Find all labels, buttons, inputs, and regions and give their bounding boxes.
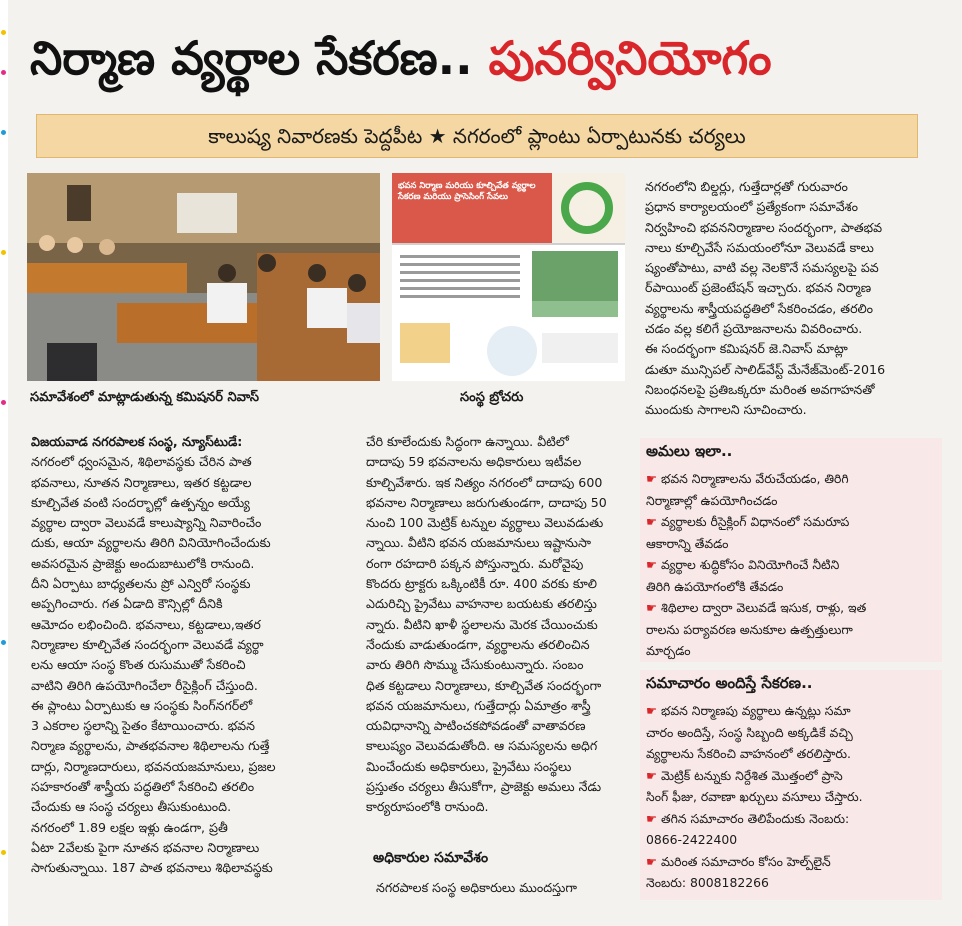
meeting-photo — [27, 173, 380, 381]
article-column-1 — [31, 432, 341, 879]
implementation-list — [646, 468, 938, 662]
article-line: లను ఆయా సంస్థ కొంత రుసుముతో సేకరించి — [31, 657, 246, 673]
article-line: రంగా రహదారి పక్కన పోస్తున్నారు. మరోవైపు — [366, 555, 584, 571]
info-collection-box-title: సమాచారం అందిస్తే సేకరణ.. — [646, 674, 813, 692]
article-line: కాలుష్యం వెలువడుతోంది. ఆ సమస్యలను అధిగ — [366, 738, 598, 754]
info-collection-list — [646, 700, 938, 894]
article-line: కొందరు ట్రాక్టరు ఒక్కింటికీ రూ. 400 వరకు కూలి — [366, 576, 598, 592]
box-line-text: తగిన సమాచారం తెలిపేందుకు నెంబరు: — [661, 810, 850, 826]
article-line: చేరి కూలేందుకు సిద్ధంగా ఉన్నాయి. వీటిలో — [366, 434, 569, 449]
section-line: నగరపాలక సంస్థ అధికారులు ముందస్తుగా — [376, 880, 577, 895]
article-line: వ్యర్థాల ద్వారా వెలువడే కాలుష్యాన్ని నివారించేం — [31, 515, 262, 531]
box-line-text: మరింత సమాచారం కోసం హెల్ప్‌లైన్ — [661, 853, 831, 869]
article-line: కూల్చివేత వంటి సందర్భాల్లో ఉత్పన్నం అయ్యే — [31, 494, 250, 510]
article-line: భవనాల నిర్మాణాలు జరుగుతుండగా, దాదాపు 50 — [366, 494, 607, 510]
pointing-hand-icon: ☛ — [646, 514, 662, 529]
article-line: నగరంలోని బిల్డర్లు, గుత్తేదార్లతో గురువారం — [645, 179, 848, 194]
article-line: ఆమోదం లభించింది. భవనాలు, కట్టడాలు,ఇతర — [31, 616, 261, 632]
article-line: ప్రస్తుతం చర్యలు తీసుకోగా, ప్రాజెక్టు అమలు నేడు — [366, 779, 602, 795]
photo1-caption: సమావేశంలో మాట్లాడుతున్న కమిషనర్ నివాస్ — [30, 390, 259, 405]
box-line — [646, 511, 938, 533]
article-line: కార్యరూపంలోకి రానుంది. — [366, 799, 489, 815]
headline-part2: పునర్వినియోగం — [488, 31, 772, 85]
article-line: డుతూ మున్సిపల్ సాలిడ్‌వేస్ట్ మేనేజ్‌మెంట్-2016 — [645, 361, 886, 377]
box-line-text: వ్యర్థాలకు రీసైక్లింగ్ విధానంలో సమరూప — [661, 514, 850, 529]
article-line: సహకారంతో శాస్త్రీయ పద్ధతిలో సేకరించి తరలిం — [31, 779, 255, 795]
box-line-text: తిరిగి ఉపయోగంలోకి తేవడం — [646, 578, 784, 594]
article-line: న్నాయి. వీటిని భవన యజమానులు ఇష్టానుసా — [366, 535, 591, 551]
article-line: ధిత కట్టడాలు నిర్మాణాలు, కూల్చివేత సందర్భంగా — [366, 677, 602, 693]
box-line — [646, 619, 938, 641]
article-line: అప్పగించారు. గత ఏడాది కౌన్సిల్లో దీనికి — [31, 596, 223, 612]
box-line-text: రాలను పర్యావరణ అనుకూల ఉత్పత్తులుగా — [646, 621, 853, 637]
article-line: చేందుకు ఆ సంస్థ చర్యలు తీసుకుంటుంది. — [31, 799, 232, 815]
article-column-2-tail — [376, 878, 628, 898]
info-collection-box — [640, 670, 942, 900]
box-line-text: 0866-2422400 — [646, 832, 738, 847]
article-line: దీని ఏర్పాటు బాధ్యతలను ప్రో ఎన్విరో సంస్థకు — [31, 576, 251, 592]
box-line-text: శిథిలాల ద్వారా వెలువడే ఇసుక, రాళ్లు, ఇత — [661, 600, 867, 615]
article-line: కూల్చివేశారు. ఇక నిత్యం నగరంలో దాదాపు 600 — [366, 474, 603, 490]
article-column-2 — [366, 432, 628, 818]
box-line — [646, 851, 938, 873]
dateline: విజయవాడ నగరపాలక సంస్థ, న్యూస్‌టుడే: — [31, 434, 243, 449]
brochure-image — [392, 173, 625, 381]
box-line — [646, 490, 938, 512]
article-line: సాగుతున్నాయి. 187 పాత భవనాలు శిథిలావస్థకు — [31, 860, 273, 876]
article-line: నేందుకు వాడుతుండగా, వ్యర్థాలను తరలించిన — [366, 636, 590, 652]
article-line: నాలు కూల్చివేసే సమయంలోనూ వెలువడే కాలు — [645, 239, 874, 255]
article-line: నగరంలో ధ్వంసమైన, శిథిలావస్థకు చేరిన పాత — [31, 454, 252, 470]
pointing-hand-icon: ☛ — [646, 600, 662, 615]
pointing-hand-icon: ☛ — [646, 557, 662, 572]
box-line — [646, 576, 938, 598]
page-edge — [0, 0, 8, 926]
pointing-hand-icon: ☛ — [646, 471, 662, 486]
implementation-box-title: అమలు ఇలా.. — [646, 442, 733, 460]
pointing-hand-icon: ☛ — [646, 767, 662, 783]
article-line: యవిధానాన్ని పాటించకపోవడంతో వాతావరణ — [366, 718, 586, 734]
box-line — [646, 808, 938, 830]
box-line — [646, 700, 938, 722]
section-title: అధికారుల సమావేశం — [373, 850, 489, 866]
box-line-text: వ్యర్థాలను సేకరించి వాహనంలో తరలిస్తారు. — [646, 746, 851, 761]
article-line: ఏటా 2వేలకు పైగా నూతన భవనాల నిర్మాణాలు — [31, 839, 260, 855]
article-column-3 — [645, 177, 943, 421]
article-line: చడం వల్ల కలిగే ప్రయోజనాలను వివరించారు. — [645, 321, 863, 337]
article-line: నుంచి 100 మెట్రిక్ టన్నుల వ్యర్థాలు వెలువడుతు — [366, 515, 604, 531]
box-line-text: ఆకారాన్ని తేవడం — [646, 535, 729, 551]
brochure-title: భవన నిర్మాణ మరియు కూల్చివేత వ్యర్థాల సేకరణ మరియు ప్రాసెసింగ్ సేవలు — [398, 181, 536, 202]
article-line: ఈ సందర్భంగా కమిషనర్ జె.నివాస్ మాట్లా — [645, 341, 848, 357]
pointing-hand-icon: ☛ — [646, 703, 662, 718]
article-line: దార్లు, నిర్మాణదారులు, భవనయజమానులు, ప్రజల — [31, 758, 276, 774]
article-line: వ్యర్థాలను శాస్త్రీయపద్ధతిలో సేకరించడం, తరలిం — [645, 300, 874, 316]
article-line: వాటిని తిరిగి ఉపయోగించేలా రీసైక్లింగ్ చేస్తుంది. — [31, 677, 258, 693]
article-line: ముందుకు సాగాలని సూచించారు. — [645, 402, 807, 418]
box-line — [646, 597, 938, 619]
box-line-text: సింగ్ ఫీజు, రవాణా ఖర్చులు వసూలు చేస్తారు. — [646, 789, 863, 804]
box-line — [646, 722, 938, 744]
box-line — [646, 468, 938, 490]
article-line: భవనాలు, నూతన నిర్మాణాలు, ఇతర కట్టడాల — [31, 474, 252, 490]
box-line-text: మార్చడం — [646, 643, 691, 658]
article-line: నిబంధనలపై ప్రతిఒక్కరూ మరింత అవగాహనతో — [645, 381, 875, 397]
article-line: ర్‌పాయింట్ ప్రజెంటేషన్ ఇచ్చారు. భవన నిర్మాణ — [645, 280, 872, 296]
pointing-hand-icon: ☛ — [646, 853, 662, 869]
box-line — [646, 743, 938, 765]
box-line — [646, 765, 938, 787]
box-line — [646, 829, 938, 851]
article-line: నిర్మాణాల కూల్చివేత సందర్భంగా వెలువడే వ్యర్థా — [31, 636, 264, 652]
box-line-text: వ్యర్థాల శుద్ధికోసం వినియోగించే నీటిని — [661, 557, 840, 572]
article-line: ఎదురిచ్చి ప్రైవేటు వాహనాల బయటకు తరలిస్తు — [366, 596, 597, 612]
article-line: ష్యంతోపాటు, వాటి వల్ల నెలకొనే సమస్యలపై పవ — [645, 260, 879, 276]
implementation-box — [640, 438, 942, 662]
article-line: న్నారు. వీటిని ఖాళీ స్థలాలను మెరక చేయించుకు — [366, 616, 598, 632]
box-line-text: చారం అందిస్తే, సంస్థ సిబ్బంది అక్కడికే వచ్చి — [646, 724, 853, 740]
box-line — [646, 640, 938, 662]
article-line: దుకు, ఆయా వ్యర్థాలను తిరిగి వినియోగించేందుకు — [31, 535, 271, 551]
article-line: అవసరమైన ప్రాజెక్టు అందుబాటులోకి రానుంది. — [31, 555, 255, 571]
article-line: ప్రధాన కార్యాలయంలో ప్రత్యేకంగా సమావేశం — [645, 199, 858, 215]
article-line: వారు తిరిగి సొమ్ము చేసుకుంటున్నారు. సంబం — [366, 657, 584, 673]
box-line — [646, 786, 938, 808]
photo2-caption: సంస్థ బ్రోచరు — [460, 390, 524, 405]
box-line — [646, 533, 938, 555]
pointing-hand-icon: ☛ — [646, 810, 662, 826]
article-line: నిర్మాణ వ్యర్థాలను, పాతభవనాల శిథిలాలను గుత్తే — [31, 738, 270, 754]
box-line-text: భవన నిర్మాణపు వ్యర్థాలు ఉన్నట్లు సమా — [661, 703, 851, 718]
article-line: భవన యజమానులు, గుత్తేదార్లు ఏమాత్రం శాస్త్రీ — [366, 697, 591, 713]
article-line: నిర్వహించి భవననిర్మాణాల సందర్భంగా, పాతభవ — [645, 219, 883, 235]
article-line: 3 ఎకరాల స్థలాన్ని సైతం కేటాయించారు. భవన — [31, 718, 255, 734]
subheadline: కాలుష్య నివారణకు పెద్దపీట ★ నగరంలో ప్లాంటు ఏర్పాటునకు చర్యలు — [36, 114, 918, 158]
box-line-text: భవన నిర్మాణాలను వేరుచేయడం, తిరిగి — [661, 471, 849, 486]
headline-part1: నిర్మాణ వ్యర్థాల సేకరణ.. — [30, 31, 473, 85]
box-line — [646, 554, 938, 576]
box-line-text: నిర్మాణాల్లో ఉపయోగించడం — [646, 492, 778, 508]
article-line: ఈ ప్లాంటు ఏర్పాటుకు ఆ సంస్థకు సింగ్‌నగర్‌లో — [31, 697, 253, 713]
headline — [30, 22, 942, 94]
article-line: నగరంలో 1.89 లక్షల ఇళ్లు ఉండగా, ప్రతీ — [31, 819, 228, 835]
box-line-text: మెట్రిక్ టన్నుకు నిర్దేశిత మొత్తంలో ప్రాసె — [661, 767, 843, 783]
box-line — [646, 872, 938, 894]
article-line: దాదాపు 59 భవనాలను అధికారులు ఇటీవల — [366, 454, 582, 470]
article-line: మించేందుకు అధికారులు, ప్రైవేటు సంస్థలు — [366, 758, 572, 774]
box-line-text: నెంబరు: 8008182266 — [646, 875, 769, 890]
